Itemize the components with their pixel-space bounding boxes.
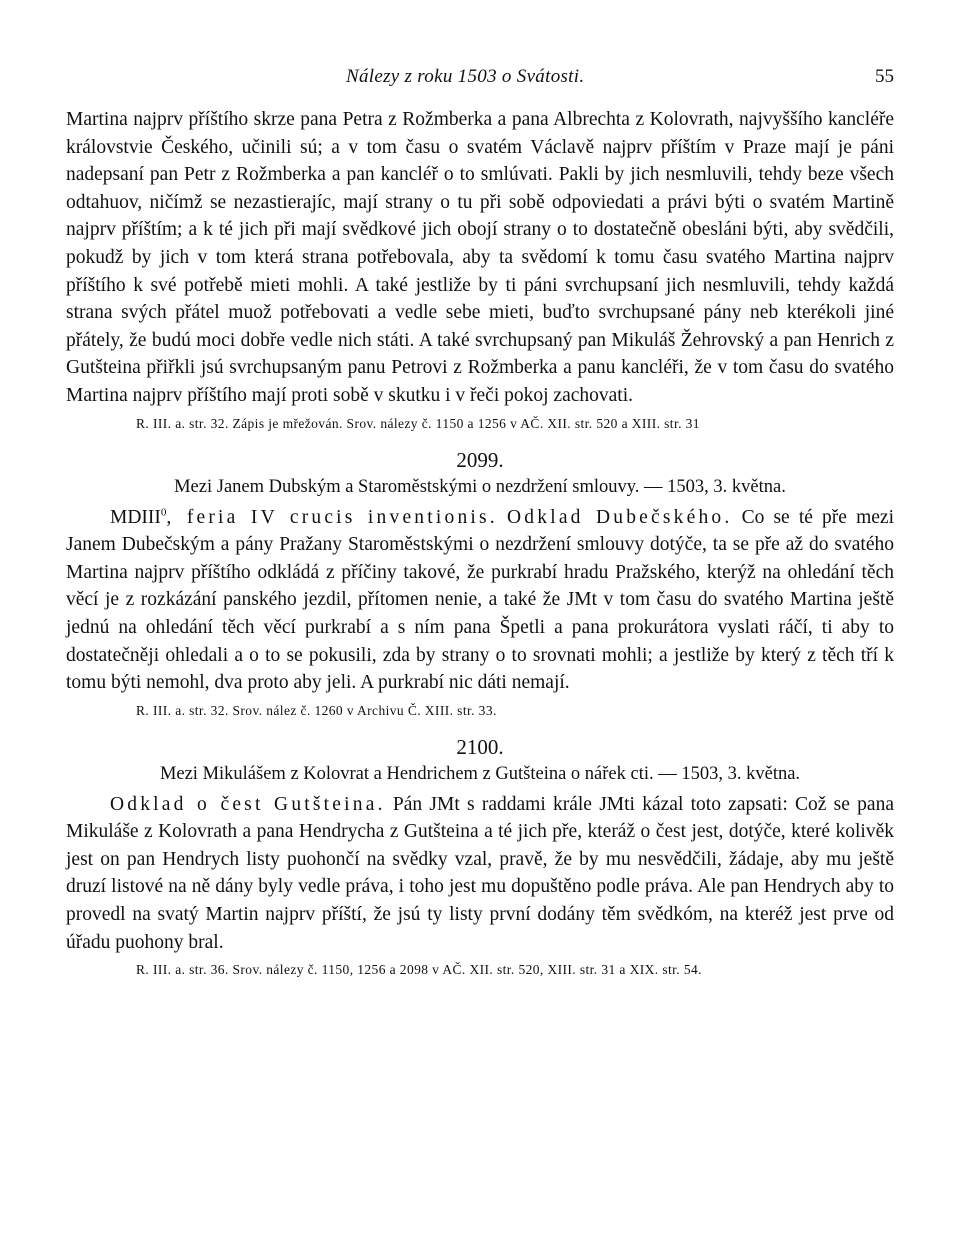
entry-heading: Odklad o čest Gutšteina.	[110, 793, 386, 815]
entry-text: Co se té pře mezi Janem Dubečským a pány Pražany Staroměstskými o nezdržení smlouvy dotýče, ta se pře až do svatého Martina najprv příštího odkládá z příčiny takové, že purkrabí hradu Pražského, kterýž na ohledání těch věcí je z rozkázání panského jezdil, přítomen nenie, a také že JMt v tom času do svatého Martina ještě jednú na ohledání těch věcí purkrabí a s ním pana Špetli a pana prokurátora vyslati ráčí, ti aby to dostatečněji ohledali a o to se pokusili, zda by strany o to srovnati mohli; a jestliže by který z těch tří k tomu býti nemohl, dva proto aby jeli. A purkrabí nic dáti nemají.	[66, 506, 894, 694]
entry-number: 2099.	[456, 447, 504, 472]
entry-text: Pán JMt s raddami krále JMti kázal toto zapsati: Což se pana Mikuláše z Kolovrath a pana Hendrycha z Gutšteina a té jich pře, kteráž o čest jest, dotýče, které kolivěk jest on pan Hendrych listy puohončí na svědky vzal, pravě, že by mu nesvědčili, žádaje, aby mu ještě druzí listové na ně dány byly vedle práva, i toho jest mu dopuštěno podle práva. Ale pan Hendrych aby to provedl na svatý Martin najprv příští, že jsú ty listy první dodány těm svědkóm, na kteréž jest prve od úřadu puohony bral.	[66, 793, 894, 953]
entry-heading: Odklad Dubečského.	[507, 506, 733, 528]
source-note: R. III. a. str. 32. Zápis je mřežován. Srov. nálezy č. 1150 a 1256 v AČ. XII. str. 520 a XIII. str. 31	[136, 415, 700, 431]
source-note: R. III. a. str. 36. Srov. nálezy č. 1150, 1256 a 2098 v AČ. XII. str. 520, XIII. str. 31 a XIX. str. 54.	[136, 962, 702, 978]
document-page	[66, 0, 894, 980]
page-number: 55	[875, 66, 894, 87]
running-title: Nálezy z roku 1503 o Svátosti.	[346, 66, 585, 87]
entry-paragraph	[66, 504, 894, 697]
entry-date-feast: , feria IV crucis inventionis.	[166, 506, 498, 528]
continuation-paragraph: Martina najprv příštího skrze pana Petra z Rožmberka a pana Albrechta z Kolovrath, najvyššího kancléře královstvie Českého, učinili sú; a v tom času o svatém Václavě najprv příštím v Praze mají je páni nadepsaní pan Petr z Rožmberka a pan kancléř o to smlúvati. Pakli by jich nesmluvili, tehdy beze všech odtahuov, ničímž se nezastierajíc, mají strany o tu při sobě odpoviedati a právi býti o svatém Martině najprv příštím; a k té jich při mají svědkové jich obojí strany o to dostatečně obesláni býti, aby svědčili, pokudž by jich v tom která strana potřebovala, aby ta svědomí k tomu času svatého Martina najprv příštího k své potřebě mieti mohli. A také jestliže by ti páni svrchupsaní jich nesmluvili, tehdy každá strana svých přátel muož potřebovati a vedle sebe mieti, buďto svrchupsané pány neb kterékoli jiné přátely, že budú moci dobře vedle nich státi. A také svrchupsaný pan Mikuláš Žehrovský a pan Henrich z Gutšteina přiřkli jsú svrchupsaným panu Petrovi z Rožmberka a panu kancléři, že v tom času do svatého Martina najprv příštího mají proti sobě v skutku i v řeči pokoj zachovati.	[66, 109, 894, 406]
entry-number: 2100.	[456, 734, 504, 759]
entry-date-year: MDIII	[110, 506, 161, 528]
source-note: R. III. a. str. 32. Srov. nález č. 1260 v Archivu Č. XIII. str. 33.	[136, 702, 497, 718]
entry-date-superscript: 0	[160, 506, 167, 519]
entry-summary: Mezi Janem Dubským a Staroměstskými o nezdržení smlouvy. — 1503, 3. května.	[174, 476, 786, 497]
entry-paragraph	[66, 791, 894, 957]
page-header	[66, 66, 894, 106]
entry-summary: Mezi Mikulášem z Kolovrat a Hendrichem z Gutšteina o nářek cti. — 1503, 3. května.	[159, 763, 801, 784]
